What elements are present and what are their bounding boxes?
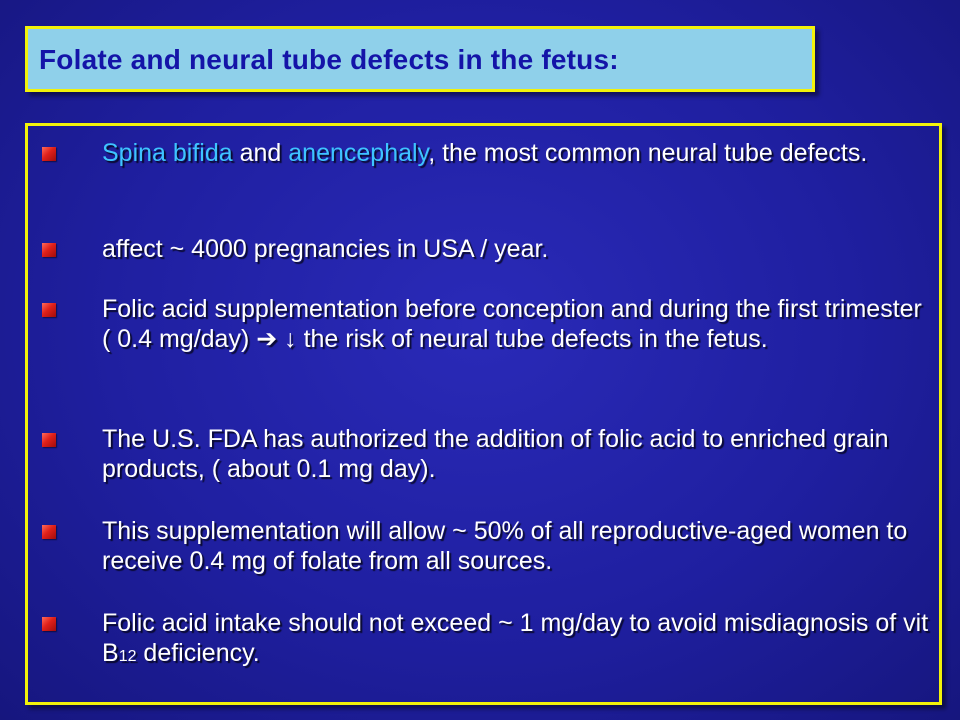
arrow-right-icon: ➔ [256,325,278,353]
arrow-down-icon: ↓ [284,325,297,353]
subscript: 12 [118,648,137,665]
bullet-text-part: Folic acid intake should not exceed ~ 1 mg/day to avoid misdiagnosis of vit B [102,609,929,667]
bullet-marker-icon [42,147,56,161]
bullet-text [102,138,932,168]
title-box [25,26,815,92]
bullet-text-part: and [232,139,289,167]
bullet-text: This supplementation will allow ~ 50% of all reproductive-aged women to receive 0.4 mg of folate from all sources. [102,517,908,575]
bullet-text: affect ~ 4000 pregnancies in USA / year. [102,235,549,263]
highlight-term: anencephaly [288,139,429,167]
bullet-text-part: deficiency. [136,639,260,667]
highlight-term: Spina bifida [102,139,233,167]
slide-title: Folate and neural tube defects in the fetus: [39,44,619,75]
bullet-text-part: the risk of neural tube defects in the fetus. [296,325,768,353]
bullet-text [102,608,932,672]
bullet-text-part: , the most common neural tube defects. [428,139,868,167]
bullet-marker-icon [42,303,56,317]
content-box [25,123,942,705]
bullet-marker-icon [42,243,56,257]
bullet-text [102,294,932,354]
bullet-text: The U.S. FDA has authorized the addition of folic acid to enriched grain products, ( about 0.1 mg day). [102,425,889,483]
bullet-text-part: Folic acid supplementation before conception and during the first trimester ( 0.4 mg/day) [102,295,922,353]
bullet-marker-icon [42,525,56,539]
bullet-marker-icon [42,433,56,447]
bullet-marker-icon [42,617,56,631]
